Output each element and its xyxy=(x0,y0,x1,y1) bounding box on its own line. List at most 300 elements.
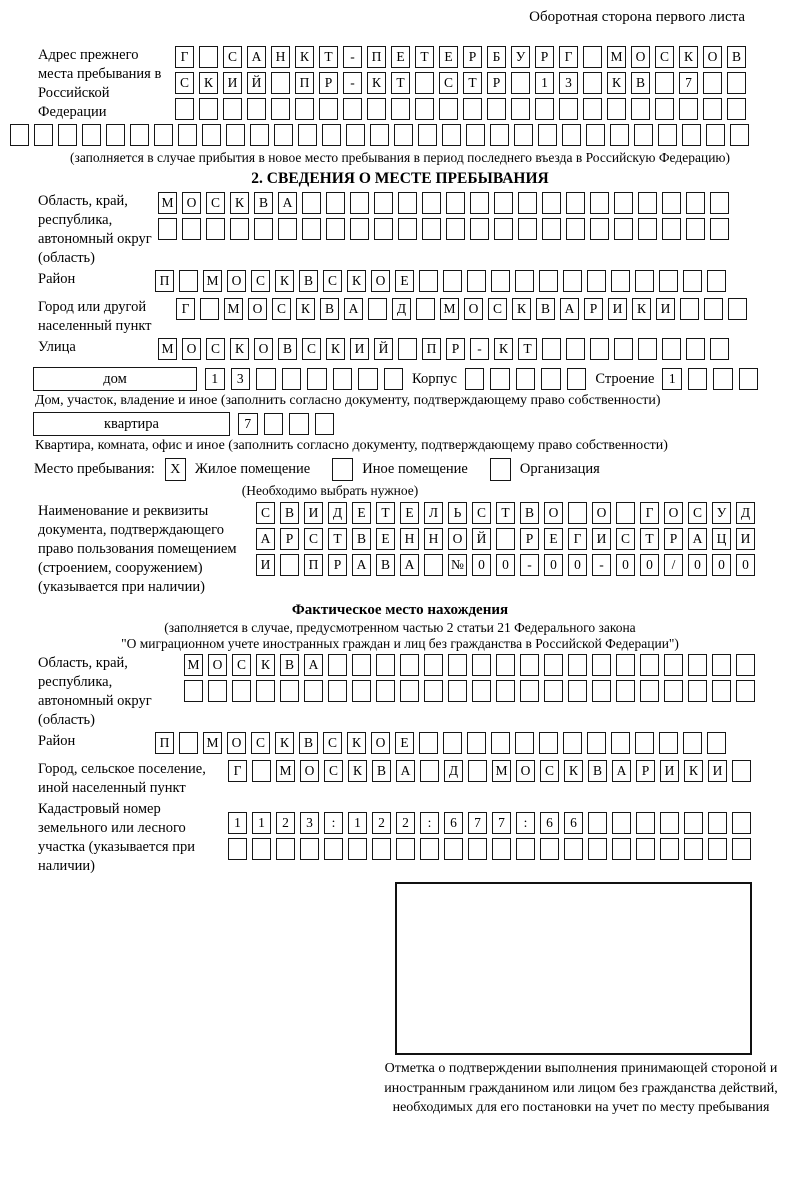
char-cell[interactable] xyxy=(223,98,242,120)
char-cell[interactable] xyxy=(683,270,702,292)
char-cell[interactable]: М xyxy=(158,338,177,360)
char-cell[interactable] xyxy=(662,192,681,214)
char-cell[interactable] xyxy=(682,124,701,146)
char-cell[interactable]: 7 xyxy=(468,812,487,834)
char-cell[interactable] xyxy=(446,192,465,214)
char-cell[interactable]: 1 xyxy=(205,368,225,390)
char-cell[interactable]: 0 xyxy=(616,554,635,576)
char-cell[interactable]: Е xyxy=(395,732,414,754)
char-cell[interactable]: В xyxy=(280,502,299,524)
char-cell[interactable] xyxy=(710,192,729,214)
char-cell[interactable]: Р xyxy=(487,72,506,94)
char-cell[interactable]: В xyxy=(588,760,607,782)
char-cell[interactable]: Т xyxy=(518,338,537,360)
char-cell[interactable] xyxy=(655,72,674,94)
char-cell[interactable] xyxy=(658,124,677,146)
char-cell[interactable] xyxy=(710,338,729,360)
char-cell[interactable]: О xyxy=(182,338,201,360)
char-cell[interactable] xyxy=(372,838,391,860)
char-cell[interactable] xyxy=(232,680,251,702)
char-cell[interactable]: О xyxy=(464,298,483,320)
char-cell[interactable] xyxy=(391,98,410,120)
char-cell[interactable] xyxy=(200,298,219,320)
char-cell[interactable] xyxy=(494,192,513,214)
char-cell[interactable] xyxy=(444,838,463,860)
char-cell[interactable] xyxy=(684,838,703,860)
char-cell[interactable] xyxy=(708,838,727,860)
char-cell[interactable]: П xyxy=(304,554,323,576)
char-cell[interactable] xyxy=(448,680,467,702)
char-cell[interactable] xyxy=(298,124,317,146)
char-cell[interactable]: 7 xyxy=(238,413,258,435)
char-cell[interactable] xyxy=(467,270,486,292)
char-cell[interactable] xyxy=(304,680,323,702)
char-cell[interactable]: К xyxy=(296,298,315,320)
char-cell[interactable] xyxy=(367,98,386,120)
char-cell[interactable] xyxy=(322,124,341,146)
char-cell[interactable] xyxy=(563,732,582,754)
char-cell[interactable] xyxy=(415,72,434,94)
char-cell[interactable]: - xyxy=(343,72,362,94)
char-cell[interactable] xyxy=(712,654,731,676)
char-cell[interactable]: Й xyxy=(472,528,491,550)
char-cell[interactable] xyxy=(328,654,347,676)
char-cell[interactable] xyxy=(520,654,539,676)
char-cell[interactable]: 0 xyxy=(640,554,659,576)
char-cell[interactable] xyxy=(684,812,703,834)
char-cell[interactable]: Т xyxy=(328,528,347,550)
char-cell[interactable] xyxy=(539,732,558,754)
char-cell[interactable]: К xyxy=(348,760,367,782)
char-cell[interactable]: Т xyxy=(415,46,434,68)
char-cell[interactable] xyxy=(616,680,635,702)
char-cell[interactable]: О xyxy=(516,760,535,782)
char-cell[interactable]: К xyxy=(256,654,275,676)
char-cell[interactable] xyxy=(539,270,558,292)
char-cell[interactable]: С xyxy=(439,72,458,94)
char-cell[interactable] xyxy=(289,413,309,435)
char-cell[interactable] xyxy=(422,218,441,240)
char-cell[interactable] xyxy=(511,98,530,120)
char-cell[interactable] xyxy=(728,298,747,320)
char-cell[interactable] xyxy=(307,368,327,390)
char-cell[interactable]: Г xyxy=(568,528,587,550)
char-cell[interactable]: 1 xyxy=(348,812,367,834)
char-cell[interactable] xyxy=(468,760,487,782)
char-cell[interactable] xyxy=(490,124,509,146)
char-cell[interactable]: С xyxy=(206,192,225,214)
char-cell[interactable]: К xyxy=(275,732,294,754)
char-cell[interactable]: Г xyxy=(640,502,659,524)
char-cell[interactable]: А xyxy=(396,760,415,782)
char-cell[interactable]: 6 xyxy=(540,812,559,834)
char-cell[interactable] xyxy=(587,270,606,292)
char-cell[interactable] xyxy=(686,218,705,240)
char-cell[interactable]: 3 xyxy=(300,812,319,834)
char-cell[interactable]: О xyxy=(300,760,319,782)
char-cell[interactable] xyxy=(468,838,487,860)
char-cell[interactable]: В xyxy=(631,72,650,94)
char-cell[interactable] xyxy=(708,812,727,834)
char-cell[interactable] xyxy=(179,732,198,754)
char-cell[interactable] xyxy=(228,838,247,860)
char-cell[interactable] xyxy=(206,218,225,240)
char-cell[interactable]: О xyxy=(371,732,390,754)
char-cell[interactable] xyxy=(655,98,674,120)
char-cell[interactable]: К xyxy=(230,192,249,214)
char-cell[interactable]: А xyxy=(304,654,323,676)
char-cell[interactable]: А xyxy=(688,528,707,550)
char-cell[interactable]: 0 xyxy=(688,554,707,576)
char-cell[interactable]: Д xyxy=(444,760,463,782)
char-cell[interactable] xyxy=(631,98,650,120)
char-cell[interactable]: И xyxy=(708,760,727,782)
char-cell[interactable]: А xyxy=(612,760,631,782)
char-cell[interactable]: О xyxy=(254,338,273,360)
char-cell[interactable] xyxy=(179,270,198,292)
char-cell[interactable]: И xyxy=(592,528,611,550)
char-cell[interactable]: Л xyxy=(424,502,443,524)
char-cell[interactable]: Т xyxy=(640,528,659,550)
char-cell[interactable] xyxy=(706,124,725,146)
char-cell[interactable] xyxy=(487,98,506,120)
checkbox-other-premises[interactable] xyxy=(332,458,353,481)
char-cell[interactable] xyxy=(376,654,395,676)
char-cell[interactable]: 0 xyxy=(736,554,755,576)
char-cell[interactable]: Е xyxy=(544,528,563,550)
char-cell[interactable]: Г xyxy=(559,46,578,68)
char-cell[interactable] xyxy=(400,680,419,702)
char-cell[interactable] xyxy=(610,124,629,146)
char-cell[interactable]: И xyxy=(656,298,675,320)
char-cell[interactable] xyxy=(470,192,489,214)
char-cell[interactable] xyxy=(541,368,561,390)
char-cell[interactable]: Р xyxy=(664,528,683,550)
char-cell[interactable]: С xyxy=(272,298,291,320)
char-cell[interactable] xyxy=(732,760,751,782)
char-cell[interactable]: М xyxy=(184,654,203,676)
char-cell[interactable] xyxy=(374,192,393,214)
char-cell[interactable]: К xyxy=(275,270,294,292)
char-cell[interactable] xyxy=(302,218,321,240)
char-cell[interactable] xyxy=(590,218,609,240)
char-cell[interactable]: К xyxy=(512,298,531,320)
char-cell[interactable] xyxy=(496,528,515,550)
char-cell[interactable]: Е xyxy=(352,502,371,524)
char-cell[interactable] xyxy=(535,98,554,120)
char-cell[interactable]: 7 xyxy=(492,812,511,834)
char-cell[interactable]: К xyxy=(632,298,651,320)
char-cell[interactable] xyxy=(520,680,539,702)
char-cell[interactable] xyxy=(443,732,462,754)
char-cell[interactable] xyxy=(274,124,293,146)
char-cell[interactable] xyxy=(640,654,659,676)
char-cell[interactable]: О xyxy=(208,654,227,676)
char-cell[interactable]: К xyxy=(564,760,583,782)
char-cell[interactable] xyxy=(470,218,489,240)
char-cell[interactable] xyxy=(588,812,607,834)
char-cell[interactable] xyxy=(398,338,417,360)
char-cell[interactable] xyxy=(333,368,353,390)
char-cell[interactable] xyxy=(280,680,299,702)
char-cell[interactable] xyxy=(564,838,583,860)
char-cell[interactable] xyxy=(374,218,393,240)
char-cell[interactable] xyxy=(271,72,290,94)
char-cell[interactable] xyxy=(636,812,655,834)
char-cell[interactable]: Г xyxy=(176,298,195,320)
char-cell[interactable]: Е xyxy=(376,528,395,550)
char-cell[interactable]: 7 xyxy=(679,72,698,94)
char-cell[interactable] xyxy=(704,298,723,320)
char-cell[interactable] xyxy=(688,368,708,390)
char-cell[interactable] xyxy=(688,680,707,702)
char-cell[interactable] xyxy=(518,192,537,214)
char-cell[interactable] xyxy=(328,680,347,702)
char-cell[interactable]: 6 xyxy=(444,812,463,834)
char-cell[interactable]: И xyxy=(660,760,679,782)
char-cell[interactable]: 1 xyxy=(252,812,271,834)
char-cell[interactable] xyxy=(511,72,530,94)
char-cell[interactable]: И xyxy=(736,528,755,550)
char-cell[interactable] xyxy=(10,124,29,146)
char-cell[interactable] xyxy=(583,98,602,120)
char-cell[interactable]: Р xyxy=(535,46,554,68)
char-cell[interactable]: Н xyxy=(271,46,290,68)
char-cell[interactable]: А xyxy=(256,528,275,550)
char-cell[interactable]: Р xyxy=(520,528,539,550)
char-cell[interactable] xyxy=(82,124,101,146)
char-cell[interactable]: 0 xyxy=(568,554,587,576)
char-cell[interactable]: С xyxy=(540,760,559,782)
char-cell[interactable]: О xyxy=(448,528,467,550)
char-cell[interactable] xyxy=(612,838,631,860)
char-cell[interactable] xyxy=(538,124,557,146)
char-cell[interactable]: С xyxy=(324,760,343,782)
char-cell[interactable] xyxy=(736,680,755,702)
char-cell[interactable]: О xyxy=(182,192,201,214)
char-cell[interactable] xyxy=(583,72,602,94)
char-cell[interactable]: В xyxy=(320,298,339,320)
char-cell[interactable] xyxy=(256,368,276,390)
char-cell[interactable] xyxy=(400,654,419,676)
char-cell[interactable] xyxy=(638,192,657,214)
char-cell[interactable]: Г xyxy=(228,760,247,782)
char-cell[interactable]: - xyxy=(520,554,539,576)
char-cell[interactable] xyxy=(443,270,462,292)
char-cell[interactable] xyxy=(326,218,345,240)
char-cell[interactable] xyxy=(566,218,585,240)
char-cell[interactable]: С xyxy=(175,72,194,94)
char-cell[interactable] xyxy=(302,192,321,214)
char-cell[interactable]: С xyxy=(616,528,635,550)
char-cell[interactable] xyxy=(256,680,275,702)
char-cell[interactable] xyxy=(686,192,705,214)
char-cell[interactable] xyxy=(732,838,751,860)
char-cell[interactable] xyxy=(562,124,581,146)
char-cell[interactable]: : xyxy=(420,812,439,834)
char-cell[interactable] xyxy=(660,838,679,860)
char-cell[interactable] xyxy=(276,838,295,860)
char-cell[interactable]: О xyxy=(371,270,390,292)
char-cell[interactable]: - xyxy=(592,554,611,576)
char-cell[interactable]: С xyxy=(206,338,225,360)
char-cell[interactable] xyxy=(465,368,485,390)
char-cell[interactable] xyxy=(466,124,485,146)
char-cell[interactable] xyxy=(566,338,585,360)
char-cell[interactable] xyxy=(563,270,582,292)
char-cell[interactable] xyxy=(683,732,702,754)
char-cell[interactable] xyxy=(158,218,177,240)
char-cell[interactable] xyxy=(442,124,461,146)
char-cell[interactable]: К xyxy=(494,338,513,360)
char-cell[interactable] xyxy=(686,338,705,360)
char-cell[interactable]: А xyxy=(352,554,371,576)
char-cell[interactable]: - xyxy=(470,338,489,360)
char-cell[interactable]: № xyxy=(448,554,467,576)
char-cell[interactable]: С xyxy=(256,502,275,524)
char-cell[interactable]: С xyxy=(472,502,491,524)
char-cell[interactable]: К xyxy=(230,338,249,360)
char-cell[interactable] xyxy=(324,838,343,860)
char-cell[interactable]: В xyxy=(278,338,297,360)
char-cell[interactable]: А xyxy=(344,298,363,320)
char-cell[interactable] xyxy=(712,680,731,702)
char-cell[interactable] xyxy=(514,124,533,146)
char-cell[interactable]: С xyxy=(251,270,270,292)
char-cell[interactable] xyxy=(254,218,273,240)
char-cell[interactable]: Д xyxy=(328,502,347,524)
char-cell[interactable]: В xyxy=(376,554,395,576)
char-cell[interactable]: К xyxy=(199,72,218,94)
char-cell[interactable]: К xyxy=(367,72,386,94)
char-cell[interactable] xyxy=(424,680,443,702)
char-cell[interactable]: 2 xyxy=(276,812,295,834)
char-cell[interactable] xyxy=(710,218,729,240)
char-cell[interactable] xyxy=(448,654,467,676)
char-cell[interactable]: Т xyxy=(463,72,482,94)
char-cell[interactable]: Р xyxy=(636,760,655,782)
char-cell[interactable] xyxy=(472,680,491,702)
char-cell[interactable] xyxy=(614,218,633,240)
char-cell[interactable] xyxy=(612,812,631,834)
char-cell[interactable]: Р xyxy=(319,72,338,94)
char-cell[interactable] xyxy=(492,838,511,860)
char-cell[interactable] xyxy=(467,732,486,754)
char-cell[interactable] xyxy=(278,218,297,240)
char-cell[interactable]: К xyxy=(679,46,698,68)
char-cell[interactable]: В xyxy=(372,760,391,782)
char-cell[interactable]: В xyxy=(254,192,273,214)
char-cell[interactable] xyxy=(544,654,563,676)
char-cell[interactable]: Р xyxy=(446,338,465,360)
char-cell[interactable]: Д xyxy=(736,502,755,524)
char-cell[interactable]: Е xyxy=(439,46,458,68)
char-cell[interactable] xyxy=(516,838,535,860)
char-cell[interactable]: М xyxy=(607,46,626,68)
char-cell[interactable]: Ц xyxy=(712,528,731,550)
char-cell[interactable] xyxy=(542,338,561,360)
char-cell[interactable] xyxy=(680,298,699,320)
char-cell[interactable] xyxy=(590,338,609,360)
char-cell[interactable] xyxy=(638,218,657,240)
char-cell[interactable]: Г xyxy=(175,46,194,68)
char-cell[interactable]: О xyxy=(703,46,722,68)
char-cell[interactable] xyxy=(640,680,659,702)
char-cell[interactable] xyxy=(567,368,587,390)
char-cell[interactable]: У xyxy=(511,46,530,68)
char-cell[interactable]: Е xyxy=(395,270,414,292)
char-cell[interactable]: В xyxy=(727,46,746,68)
char-cell[interactable] xyxy=(490,368,510,390)
char-cell[interactable]: П xyxy=(155,270,174,292)
char-cell[interactable]: 0 xyxy=(496,554,515,576)
char-cell[interactable]: М xyxy=(203,270,222,292)
char-cell[interactable] xyxy=(638,338,657,360)
char-cell[interactable] xyxy=(282,368,302,390)
char-cell[interactable]: А xyxy=(560,298,579,320)
char-cell[interactable] xyxy=(496,654,515,676)
char-cell[interactable]: Ь xyxy=(448,502,467,524)
char-cell[interactable]: П xyxy=(367,46,386,68)
char-cell[interactable] xyxy=(368,298,387,320)
char-cell[interactable]: С xyxy=(304,528,323,550)
char-cell[interactable]: О xyxy=(227,732,246,754)
char-cell[interactable] xyxy=(662,218,681,240)
char-cell[interactable]: 1 xyxy=(662,368,682,390)
char-cell[interactable] xyxy=(175,98,194,120)
char-cell[interactable] xyxy=(727,72,746,94)
char-cell[interactable] xyxy=(280,554,299,576)
char-cell[interactable] xyxy=(424,554,443,576)
char-cell[interactable] xyxy=(422,192,441,214)
char-cell[interactable] xyxy=(516,368,536,390)
char-cell[interactable] xyxy=(664,654,683,676)
char-cell[interactable]: 3 xyxy=(559,72,578,94)
char-cell[interactable] xyxy=(636,838,655,860)
char-cell[interactable]: С xyxy=(251,732,270,754)
char-cell[interactable] xyxy=(264,413,284,435)
char-cell[interactable]: С xyxy=(488,298,507,320)
char-cell[interactable] xyxy=(491,270,510,292)
char-cell[interactable]: К xyxy=(347,270,366,292)
char-cell[interactable] xyxy=(420,760,439,782)
char-cell[interactable]: К xyxy=(607,72,626,94)
char-cell[interactable]: В xyxy=(536,298,555,320)
char-cell[interactable] xyxy=(542,218,561,240)
char-cell[interactable] xyxy=(370,124,389,146)
char-cell[interactable] xyxy=(350,192,369,214)
char-cell[interactable] xyxy=(515,732,534,754)
char-cell[interactable] xyxy=(494,218,513,240)
char-cell[interactable] xyxy=(616,502,635,524)
char-cell[interactable]: С xyxy=(655,46,674,68)
char-cell[interactable] xyxy=(616,654,635,676)
char-cell[interactable] xyxy=(586,124,605,146)
char-cell[interactable] xyxy=(226,124,245,146)
char-cell[interactable] xyxy=(34,124,53,146)
char-cell[interactable] xyxy=(326,192,345,214)
char-cell[interactable] xyxy=(315,413,335,435)
char-cell[interactable]: В xyxy=(280,654,299,676)
char-cell[interactable] xyxy=(106,124,125,146)
char-cell[interactable]: П xyxy=(295,72,314,94)
char-cell[interactable] xyxy=(542,192,561,214)
char-cell[interactable]: М xyxy=(276,760,295,782)
char-cell[interactable]: М xyxy=(224,298,243,320)
char-cell[interactable] xyxy=(418,124,437,146)
char-cell[interactable] xyxy=(252,760,271,782)
char-cell[interactable]: Р xyxy=(328,554,347,576)
